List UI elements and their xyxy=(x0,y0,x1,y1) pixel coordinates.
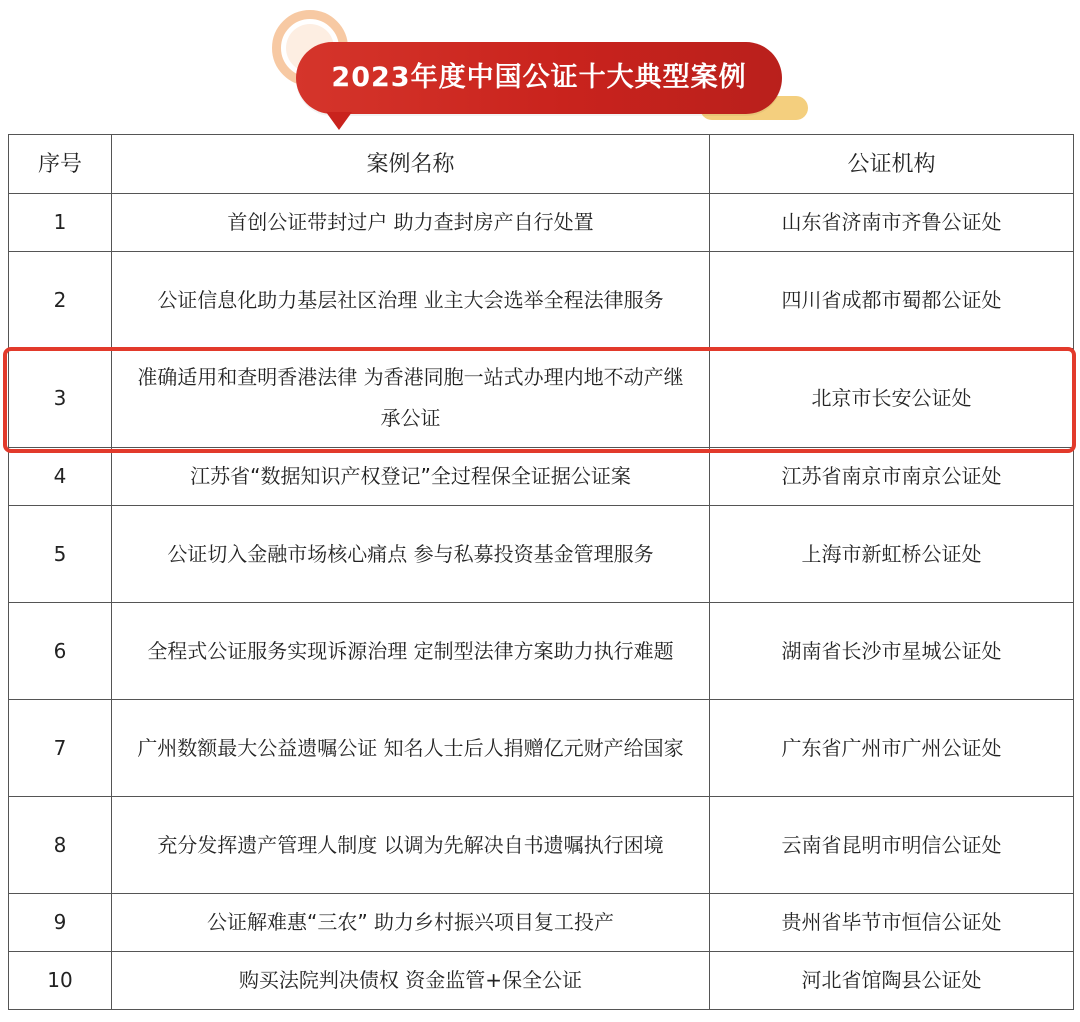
header-case-name: 案例名称 xyxy=(112,135,710,194)
case-name: 广州数额最大公益遗嘱公证 知名人士后人捐赠亿元财产给国家 xyxy=(112,700,710,797)
case-name: 江苏省“数据知识产权登记”全过程保全证据公证案 xyxy=(112,448,710,506)
row-number: 6 xyxy=(9,603,112,700)
row-number: 7 xyxy=(9,700,112,797)
table-row xyxy=(9,797,1074,894)
table-row xyxy=(9,894,1074,952)
banner-pointer xyxy=(326,112,352,130)
notary-office: 云南省昆明市明信公证处 xyxy=(710,797,1074,894)
cases-table xyxy=(8,134,1074,1010)
notary-office: 河北省馆陶县公证处 xyxy=(710,952,1074,1010)
table-row xyxy=(9,194,1074,252)
row-number: 2 xyxy=(9,252,112,349)
notary-office: 四川省成都市蜀都公证处 xyxy=(710,252,1074,349)
row-number: 10 xyxy=(9,952,112,1010)
notary-office: 北京市长安公证处 xyxy=(710,349,1074,448)
row-number: 1 xyxy=(9,194,112,252)
table-row xyxy=(9,506,1074,603)
notary-office: 贵州省毕节市恒信公证处 xyxy=(710,894,1074,952)
table-row-highlighted xyxy=(9,349,1074,448)
table-row xyxy=(9,603,1074,700)
case-name: 购买法院判决债权 资金监管+保全公证 xyxy=(112,952,710,1010)
table-row xyxy=(9,252,1074,349)
table-header-row xyxy=(9,135,1074,194)
page-title: 2023年度中国公证十大典型案例 xyxy=(331,62,747,93)
table-row xyxy=(9,448,1074,506)
notary-office: 江苏省南京市南京公证处 xyxy=(710,448,1074,506)
case-name: 首创公证带封过户 助力查封房产自行处置 xyxy=(112,194,710,252)
case-name: 全程式公证服务实现诉源治理 定制型法律方案助力执行难题 xyxy=(112,603,710,700)
case-name: 充分发挥遗产管理人制度 以调为先解决自书遗嘱执行困境 xyxy=(112,797,710,894)
notary-office: 山东省济南市齐鲁公证处 xyxy=(710,194,1074,252)
notary-office: 上海市新虹桥公证处 xyxy=(710,506,1074,603)
row-number: 3 xyxy=(9,349,112,448)
case-name: 公证信息化助力基层社区治理 业主大会选举全程法律服务 xyxy=(112,252,710,349)
row-number: 9 xyxy=(9,894,112,952)
header-no: 序号 xyxy=(9,135,112,194)
table-row xyxy=(9,952,1074,1010)
notary-office: 广东省广州市广州公证处 xyxy=(710,700,1074,797)
case-name: 公证解难惠“三农” 助力乡村振兴项目复工投产 xyxy=(112,894,710,952)
case-name: 公证切入金融市场核心痛点 参与私募投资基金管理服务 xyxy=(112,506,710,603)
title-banner xyxy=(0,0,1080,135)
header-organization: 公证机构 xyxy=(710,135,1074,194)
notary-office: 湖南省长沙市星城公证处 xyxy=(710,603,1074,700)
row-number: 4 xyxy=(9,448,112,506)
table-row xyxy=(9,700,1074,797)
row-number: 5 xyxy=(9,506,112,603)
row-number: 8 xyxy=(9,797,112,894)
case-name: 准确适用和查明香港法律 为香港同胞一站式办理内地不动产继承公证 xyxy=(112,349,710,448)
